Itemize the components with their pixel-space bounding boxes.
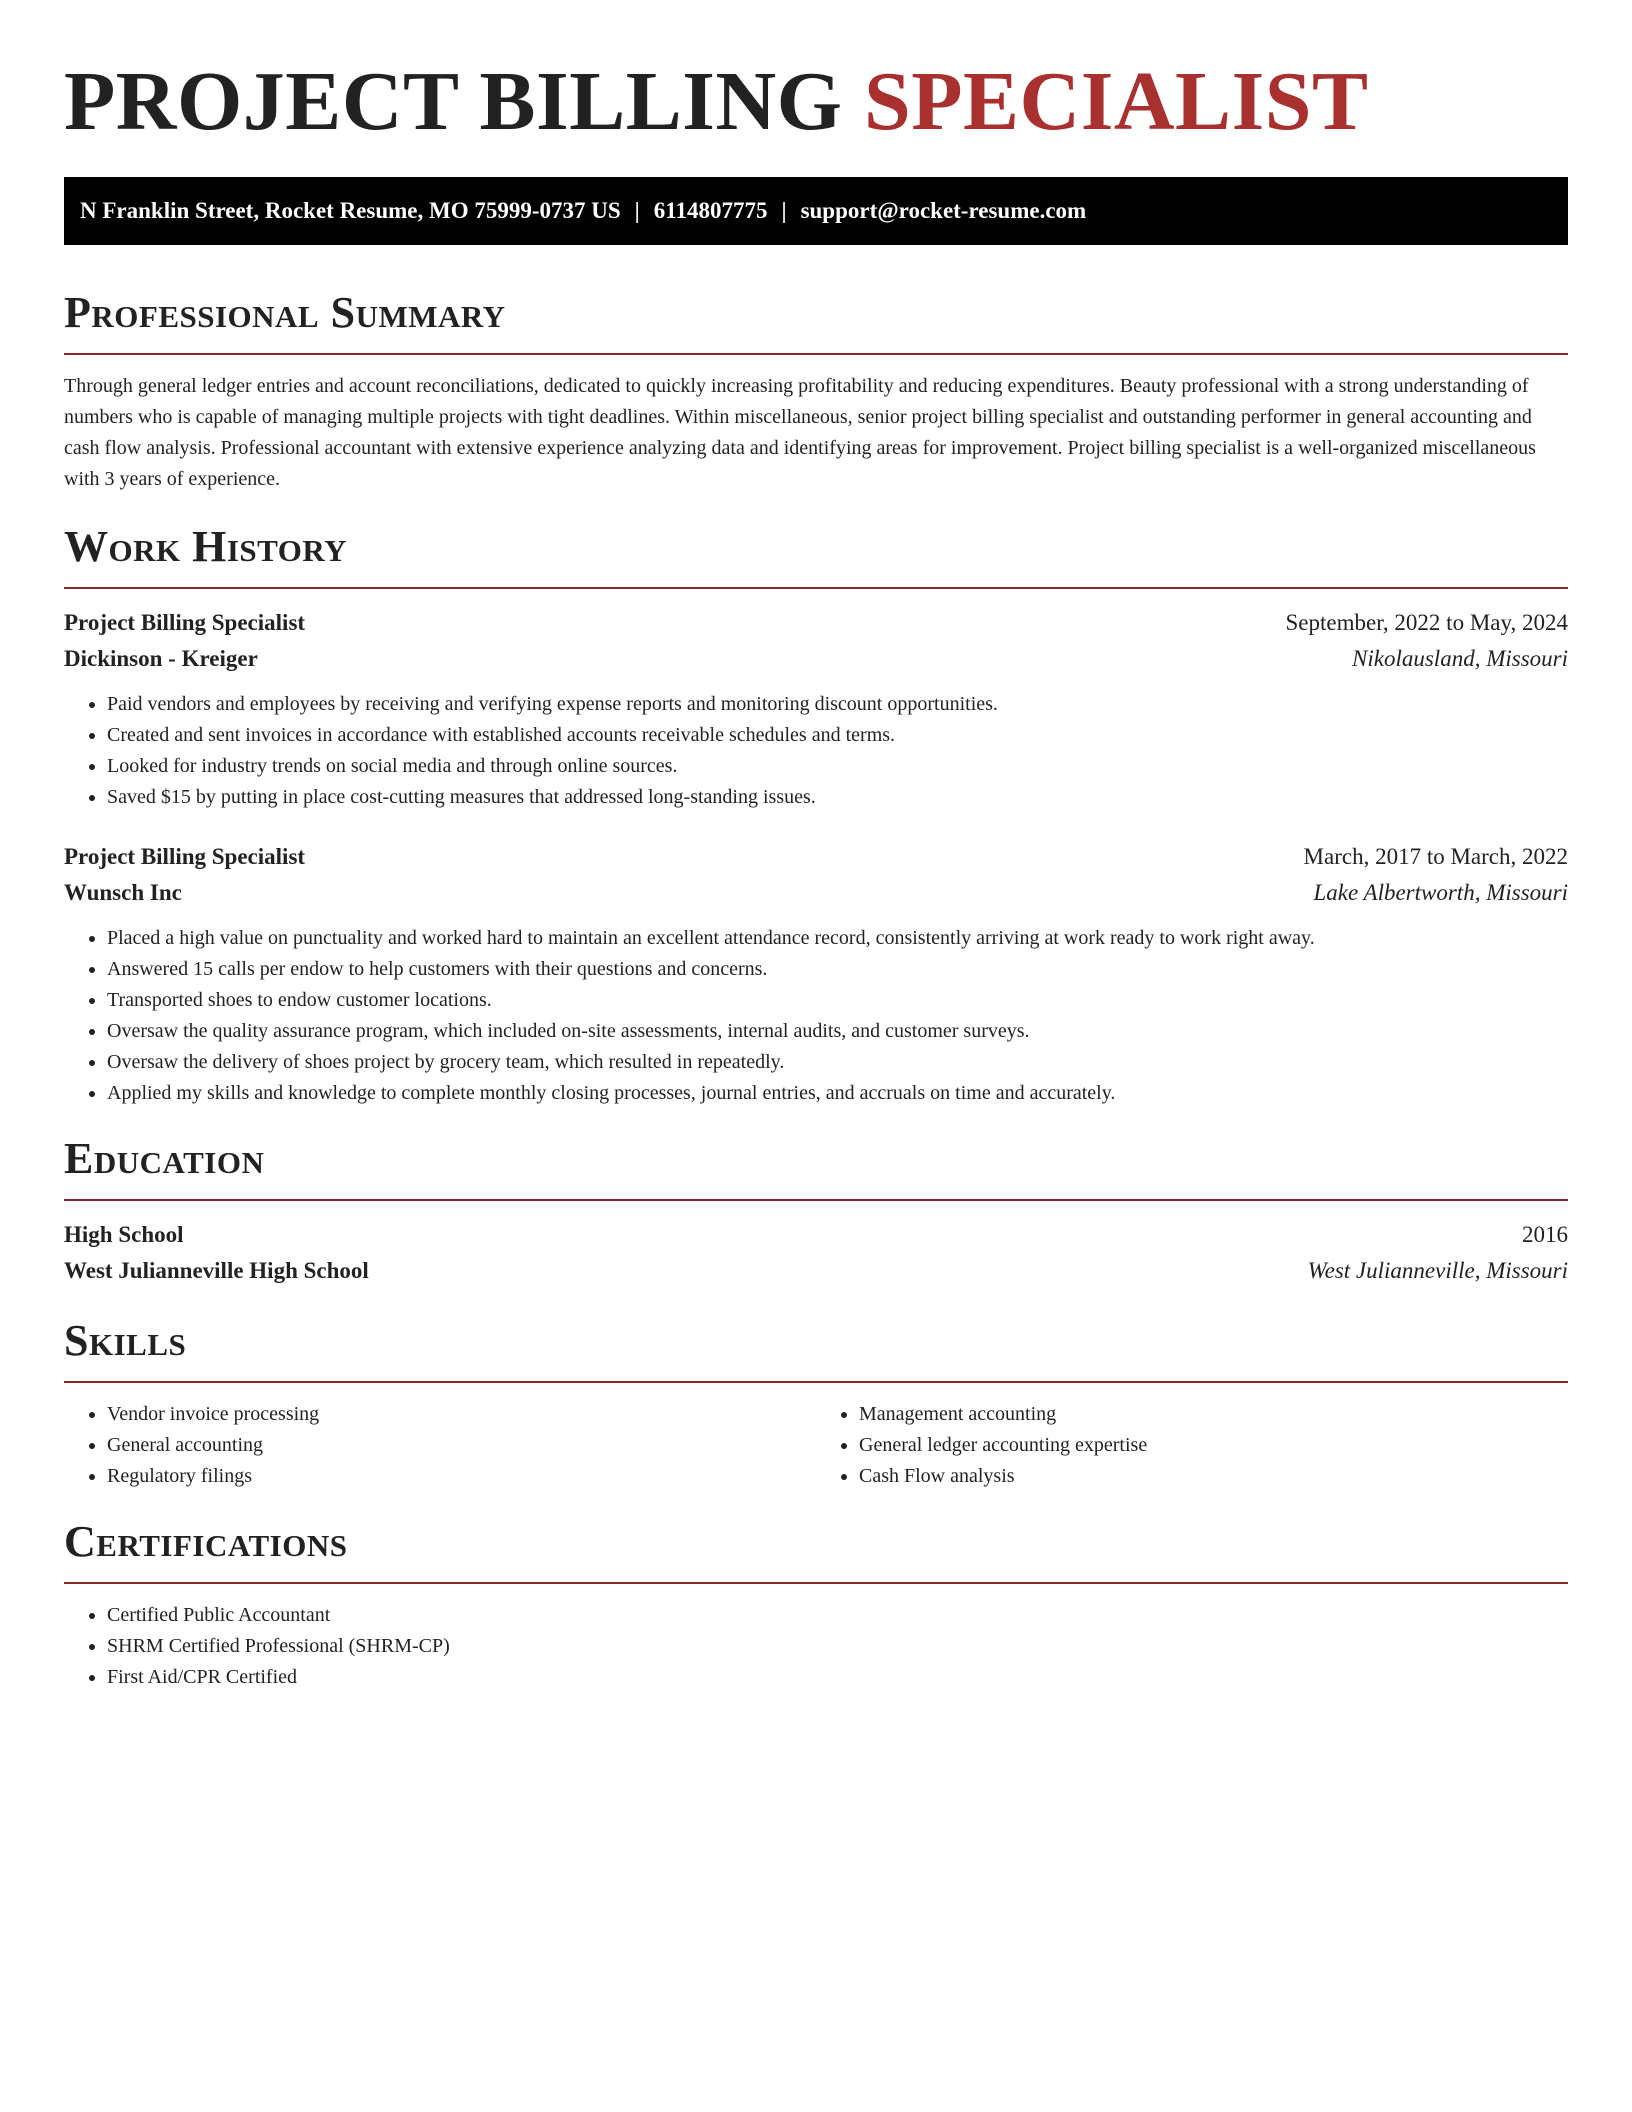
section-divider — [64, 1199, 1568, 1201]
job-location: Lake Albertworth, Missouri — [1313, 880, 1568, 905]
work-history-heading: Work History — [64, 522, 348, 571]
education-heading: Education — [64, 1134, 265, 1183]
job-bullet: • Oversaw the quality assurance program, which included on-site assessments, internal audits, and customer surveys. — [107, 1016, 1568, 1047]
education-header-row — [64, 1217, 1568, 1253]
skills-list-left — [64, 1399, 816, 1492]
skills-heading: Skills — [64, 1316, 187, 1365]
job-bullet: • Created and sent invoices in accordance with established accounts receivable schedules and terms. — [107, 720, 1568, 751]
section-divider — [64, 1582, 1568, 1584]
certifications-heading: Certifications — [64, 1517, 348, 1566]
contact-address: N Franklin Street, Rocket Resume, MO 75999-0737 US — [80, 198, 621, 223]
job-company: Wunsch Inc — [64, 880, 182, 905]
section-divider — [64, 353, 1568, 355]
skill-item: • General accounting — [107, 1430, 816, 1461]
job-entry — [64, 839, 1568, 1109]
skill-item: • Vendor invoice processing — [107, 1399, 816, 1430]
education-year: 2016 — [1522, 1222, 1568, 1247]
job-location: Nikolausland, Missouri — [1352, 646, 1568, 671]
job-bullet: • Applied my skills and knowledge to complete monthly closing processes, journal entries, and accruals on time and accurately. — [107, 1078, 1568, 1109]
education-school: West Julianneville High School — [64, 1258, 369, 1283]
job-bullet: • Saved $15 by putting in place cost-cutting measures that addressed long-standing issues. — [107, 782, 1568, 813]
job-company: Dickinson - Kreiger — [64, 646, 258, 671]
job-bullets — [64, 923, 1568, 1109]
section-divider — [64, 1381, 1568, 1383]
work-history-section — [64, 521, 1568, 1109]
section-divider — [64, 587, 1568, 589]
skill-item: • General ledger accounting expertise — [859, 1430, 1568, 1461]
certifications-section — [64, 1516, 1568, 1693]
job-dates: March, 2017 to March, 2022 — [1303, 844, 1568, 869]
job-entry — [64, 605, 1568, 813]
job-bullet: • Oversaw the delivery of shoes project by grocery team, which resulted in repeatedly. — [107, 1047, 1568, 1078]
summary-heading: Professional Summary — [64, 288, 506, 337]
job-title: Project Billing Specialist — [64, 610, 306, 635]
certification-item: • Certified Public Accountant — [107, 1600, 1568, 1631]
education-section — [64, 1133, 1568, 1289]
job-dates: September, 2022 to May, 2024 — [1285, 610, 1568, 635]
job-bullet: • Transported shoes to endow customer locations. — [107, 985, 1568, 1016]
skill-item: • Management accounting — [859, 1399, 1568, 1430]
job-bullets — [64, 689, 1568, 813]
contact-email: support@rocket-resume.com — [800, 198, 1087, 223]
summary-section — [64, 287, 1568, 495]
skills-section — [64, 1315, 1568, 1492]
skill-item: • Regulatory filings — [107, 1461, 816, 1492]
job-bullet: • Paid vendors and employees by receiving and verifying expense reports and monitoring discount opportunities. — [107, 689, 1568, 720]
education-school-row — [64, 1253, 1568, 1289]
job-header-row — [64, 605, 1568, 641]
job-company-row — [64, 641, 1568, 677]
contact-separator: | — [634, 198, 640, 223]
skills-columns — [64, 1399, 1568, 1492]
contact-phone: 6114807775 — [653, 198, 768, 223]
contact-bar — [64, 177, 1568, 245]
job-bullet: • Looked for industry trends on social media and through online sources. — [107, 751, 1568, 782]
certification-item: • First Aid/CPR Certified — [107, 1662, 1568, 1693]
skills-list-right — [816, 1399, 1568, 1492]
summary-text: Through general ledger entries and account reconciliations, dedicated to quickly increasing profitability and reducing expenditures. Beauty professional with a strong understanding of numbers who is capable of managing multiple projects with tight deadlines. Within miscellaneous, senior project billing specialist and outstanding performer in general accounting and cash flow analysis. Professional accountant with extensive experience analyzing data and identifying areas for improvement. Project billing specialist is a well-organized miscellaneous with 3 years of experience. — [64, 375, 1536, 490]
education-location: West Julianneville, Missouri — [1307, 1258, 1568, 1283]
job-bullet: • Placed a high value on punctuality and worked hard to maintain an excellent attendance record, consistently arriving at work ready to work right away. — [107, 923, 1568, 954]
title-second-part: SPECIALIST — [863, 55, 1369, 148]
resume-title — [64, 52, 1568, 152]
job-bullet: • Answered 15 calls per endow to help customers with their questions and concerns. — [107, 954, 1568, 985]
job-company-row — [64, 875, 1568, 911]
job-header-row — [64, 839, 1568, 875]
title-first-part: PROJECT BILLING — [64, 55, 843, 148]
certifications-list — [64, 1600, 1568, 1693]
certification-item: • SHRM Certified Professional (SHRM-CP) — [107, 1631, 1568, 1662]
education-degree: High School — [64, 1222, 184, 1247]
contact-separator: | — [781, 198, 787, 223]
job-title: Project Billing Specialist — [64, 844, 306, 869]
skill-item: • Cash Flow analysis — [859, 1461, 1568, 1492]
